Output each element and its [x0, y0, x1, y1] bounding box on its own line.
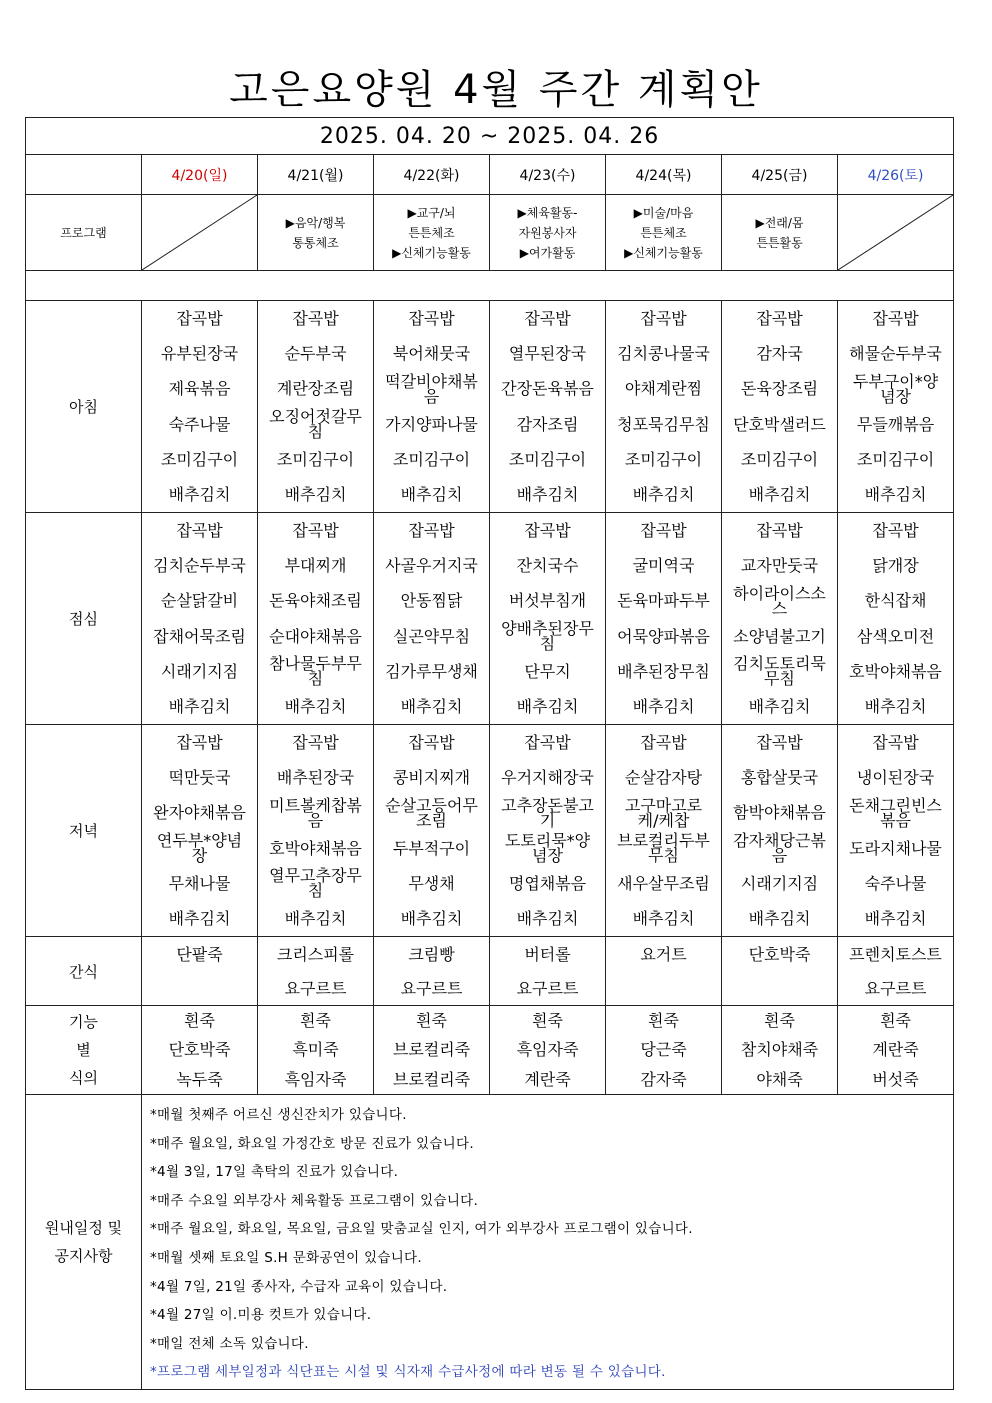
dinner-cell [490, 725, 606, 937]
lunch-cell [490, 513, 606, 725]
menu-item: 북어채뭇국 [392, 344, 471, 364]
menu-item: 배추된장국 [276, 768, 355, 788]
snack-cell [374, 937, 490, 1006]
menu-item: 잡곡밥 [408, 309, 455, 329]
menu-item: 잔치국수 [516, 556, 579, 576]
menu-item: 잡곡밥 [872, 733, 919, 753]
porridge-item: 계란죽 [872, 1040, 919, 1060]
menu-item: 열무된장국 [508, 344, 587, 364]
menu-item: 조미김구이 [856, 449, 935, 469]
menu-item: 잡곡밥 [408, 521, 455, 541]
menu-item: 순살닭갈비 [160, 591, 239, 611]
menu-item: 조미김구이 [624, 449, 703, 469]
dinner-row [26, 725, 954, 937]
porridge-item: 야채죽 [756, 1069, 803, 1089]
date-range: 2025. 04. 20 ~ 2025. 04. 26 [26, 118, 954, 155]
program-cell [606, 195, 722, 271]
menu-item: 배추김치 [400, 696, 463, 716]
menu-item: 시래기지짐 [160, 661, 239, 681]
menu-item: 떡만둣국 [168, 768, 231, 788]
menu-item: 두부적구이 [392, 838, 471, 858]
day-header-row [26, 155, 954, 195]
lunch-cell [374, 513, 490, 725]
menu-item: 하이라이스소스 [733, 583, 826, 618]
menu-item: 조미김구이 [392, 449, 471, 469]
notice-cell [142, 1095, 954, 1390]
menu-item: 순살고등어무조림 [385, 795, 478, 830]
functional-diet-row [26, 1006, 954, 1095]
functional-cell [490, 1006, 606, 1095]
snack-item: 프렌치토스트 [849, 944, 942, 964]
menu-item: 잡곡밥 [524, 309, 571, 329]
menu-item: 배추김치 [168, 908, 231, 928]
menu-item: 배추김치 [864, 484, 927, 504]
snack-item [142, 971, 257, 1005]
menu-item: 두부구이*양념장 [852, 371, 939, 406]
notice-item: *4월 7일, 21일 종사자, 수급자 교육이 있습니다. [150, 1278, 448, 1295]
weekly-plan-table [25, 117, 954, 1390]
menu-item: 배추김치 [632, 484, 695, 504]
program-empty-cell [838, 195, 954, 271]
snack-item: 요구르트 [400, 978, 463, 998]
snack-item: 요구르트 [864, 978, 927, 998]
notice-label-line: 원내일정 및 [44, 1219, 123, 1237]
menu-item: 배추김치 [400, 484, 463, 504]
menu-item: 숙주나물 [864, 873, 927, 893]
program-line: ▶여가활동 [519, 245, 576, 260]
diagonal-slash [142, 195, 257, 270]
breakfast-label: 아침 [26, 301, 142, 513]
notice-item: *매주 월요일, 화요일 가정간호 방문 진료가 있습니다. [150, 1135, 474, 1152]
menu-item: 제육볶음 [168, 379, 231, 399]
program-line: ▶체육활동- [517, 205, 578, 220]
menu-item: 배추김치 [632, 696, 695, 716]
functional-label-line: 별 [76, 1041, 91, 1059]
menu-item: 조미김구이 [508, 449, 587, 469]
menu-item: 호박야채볶음 [269, 838, 362, 858]
program-cell [490, 195, 606, 271]
menu-item: 김치도토리묵무침 [733, 654, 826, 689]
menu-item: 배추김치 [748, 484, 811, 504]
snack-item: 단호박죽 [748, 944, 811, 964]
menu-item: 잡곡밥 [756, 309, 803, 329]
notice-item: *매월 첫째주 어르신 생신잔치가 있습니다. [150, 1107, 407, 1123]
menu-item: 닭개장 [872, 556, 919, 576]
menu-item: 잡곡밥 [640, 521, 687, 541]
menu-item: 콩비지찌개 [392, 768, 471, 788]
notice-item: *4월 3일, 17일 촉탁의 진료가 있습니다. [150, 1164, 399, 1181]
functional-label-line: 식의 [69, 1069, 98, 1087]
corner-cell [26, 155, 142, 195]
functional-cell [374, 1006, 490, 1095]
menu-item: 부대찌개 [284, 556, 347, 576]
menu-item: 고추장돈불고기 [501, 795, 594, 830]
menu-item: 배추김치 [516, 484, 579, 504]
program-line: ▶음악/행복 [285, 215, 346, 230]
dinner-cell [838, 725, 954, 937]
program-line: 자원봉사자 [518, 225, 577, 240]
menu-item: 잡곡밥 [756, 521, 803, 541]
menu-item: 잡곡밥 [524, 521, 571, 541]
lunch-cell [838, 513, 954, 725]
functional-cell [606, 1006, 722, 1095]
menu-item: 고구마고로케/케찹 [624, 795, 703, 830]
menu-item: 한식잡채 [864, 591, 927, 611]
program-line: ▶신체기능활동 [624, 245, 703, 260]
menu-item: 돈육장조림 [740, 379, 819, 399]
program-line: 튼튼체조 [408, 225, 455, 240]
functional-cell [838, 1006, 954, 1095]
menu-item: 브로컬리두부무침 [617, 831, 710, 866]
notice-item: *매월 셋째 토요일 S.H 문화공연이 있습니다. [150, 1249, 422, 1266]
menu-item: 단호박샐러드 [733, 414, 826, 434]
menu-item: 배추김치 [748, 696, 811, 716]
functional-cell [258, 1006, 374, 1095]
breakfast-cell [722, 301, 838, 513]
menu-item: 우거지해장국 [501, 768, 594, 788]
notice-label-line: 공지사항 [54, 1247, 113, 1265]
menu-item: 조미김구이 [160, 449, 239, 469]
menu-item: 배추김치 [864, 908, 927, 928]
dinner-cell [258, 725, 374, 937]
menu-item: 삼색오미전 [856, 626, 935, 646]
day-header-tue: 4/22(화) [374, 155, 490, 195]
porridge-item: 감자죽 [640, 1069, 687, 1089]
porridge-item: 브로컬리죽 [392, 1069, 471, 1089]
menu-item: 배추김치 [516, 696, 579, 716]
menu-item: 잡곡밥 [872, 309, 919, 329]
day-header-sat: 4/26(토) [838, 155, 954, 195]
menu-item: 어묵양파볶음 [617, 626, 710, 646]
notice-label [26, 1095, 142, 1390]
porridge-item: 단호박죽 [168, 1040, 231, 1060]
snack-item: 크림빵 [408, 944, 455, 964]
menu-item: 배추김치 [284, 696, 347, 716]
menu-item: 돈채그린빈스볶음 [849, 795, 942, 830]
menu-item: 버섯부침개 [508, 591, 587, 611]
menu-item: 단무지 [524, 661, 571, 681]
menu-item: 감자국 [756, 344, 803, 364]
menu-item: 돈육마파두부 [617, 591, 710, 611]
menu-item: 실곤약무침 [392, 626, 471, 646]
lunch-cell [142, 513, 258, 725]
functional-cell [722, 1006, 838, 1095]
snack-item [722, 971, 837, 1005]
program-line: 튼튼활동 [756, 235, 803, 250]
program-line: 통통체조 [292, 235, 339, 250]
porridge-item: 버섯죽 [872, 1069, 919, 1089]
spacer-row [26, 271, 954, 301]
menu-item: 열무고추장무침 [269, 866, 362, 901]
menu-item: 잡곡밥 [292, 733, 339, 753]
menu-item: 순살감자탕 [624, 768, 703, 788]
menu-item: 무채나물 [168, 873, 231, 893]
program-empty-cell [142, 195, 258, 271]
snack-item: 버터롤 [524, 944, 571, 964]
dinner-label: 저녁 [26, 725, 142, 937]
porridge-item: 당근죽 [640, 1040, 687, 1060]
snack-cell [258, 937, 374, 1006]
menu-item: 잡곡밥 [292, 521, 339, 541]
functional-label [26, 1006, 142, 1095]
day-header-sun: 4/20(일) [142, 155, 258, 195]
menu-item: 냉이된장국 [856, 768, 935, 788]
menu-item: 잡곡밥 [756, 733, 803, 753]
breakfast-cell [838, 301, 954, 513]
menu-item: 잡곡밥 [176, 521, 223, 541]
menu-item: 배추김치 [284, 908, 347, 928]
porridge-item: 흰죽 [764, 1011, 795, 1031]
porridge-item: 흑임자죽 [516, 1040, 579, 1060]
snack-item: 요구르트 [284, 978, 347, 998]
breakfast-cell [374, 301, 490, 513]
menu-item: 잡곡밥 [640, 733, 687, 753]
breakfast-cell [142, 301, 258, 513]
program-label: 프로그램 [26, 195, 142, 271]
program-row [26, 195, 954, 271]
menu-item: 안동찜닭 [400, 591, 463, 611]
menu-item: 무생채 [408, 873, 455, 893]
lunch-row [26, 513, 954, 725]
lunch-label: 점심 [26, 513, 142, 725]
menu-item: 야채계란찜 [624, 379, 703, 399]
program-line: ▶신체기능활동 [392, 245, 471, 260]
snack-item: 요거트 [640, 944, 687, 964]
page-title: 고은요양원 4월 주간 계획안 [229, 67, 763, 113]
porridge-item: 녹두죽 [176, 1069, 223, 1089]
functional-label-line: 기능 [69, 1013, 98, 1031]
porridge-item: 흰죽 [880, 1011, 911, 1031]
snack-cell [722, 937, 838, 1006]
program-line: ▶미술/마음 [633, 205, 694, 220]
snack-item: 요구르트 [516, 978, 579, 998]
snack-item [606, 971, 721, 1005]
porridge-item: 흑미죽 [292, 1040, 339, 1060]
menu-item: 가지양파나물 [385, 414, 478, 434]
menu-item: 잡곡밥 [292, 309, 339, 329]
menu-item: 연두부*양념장 [156, 831, 243, 866]
menu-item: 조미김구이 [276, 449, 355, 469]
menu-item: 배추된장무침 [617, 661, 710, 681]
breakfast-row [26, 301, 954, 513]
dinner-cell [722, 725, 838, 937]
menu-item: 시래기지짐 [740, 873, 819, 893]
menu-item: 사골우거지국 [385, 556, 478, 576]
menu-item: 해물순두부국 [849, 344, 942, 364]
menu-item: 양배추된장무침 [501, 619, 594, 654]
menu-item: 도토리묵*양념장 [504, 831, 591, 866]
menu-item: 돈육야채조림 [269, 591, 362, 611]
menu-item: 홍합살뭇국 [740, 768, 819, 788]
notice-item: *4월 27일 이.미용 컷트가 있습니다. [150, 1307, 372, 1324]
porridge-item: 참치야채죽 [740, 1040, 819, 1060]
program-cell [722, 195, 838, 271]
lunch-cell [258, 513, 374, 725]
notice-list [142, 1095, 953, 1387]
menu-item: 유부된장국 [160, 344, 239, 364]
menu-item: 미트볼케찹볶음 [269, 795, 362, 830]
program-line: ▶교구/뇌 [407, 205, 456, 220]
menu-item: 배추김치 [400, 908, 463, 928]
lunch-cell [606, 513, 722, 725]
menu-item: 숙주나물 [168, 414, 231, 434]
menu-item: 함박야채볶음 [733, 803, 826, 823]
notice-item: *프로그램 세부일정과 식단표는 시설 및 식자재 수급사정에 따라 변동 될 수 있습니다. [150, 1364, 666, 1381]
snack-item: 크리스피롤 [276, 944, 355, 964]
menu-item: 순두부국 [284, 344, 347, 364]
snack-item: 단팥죽 [176, 944, 223, 964]
porridge-item: 흰죽 [416, 1011, 447, 1031]
menu-item: 김가루무생채 [385, 661, 478, 681]
porridge-item: 계란죽 [524, 1069, 571, 1089]
snack-cell [606, 937, 722, 1006]
snack-row [26, 937, 954, 1006]
porridge-item: 흰죽 [532, 1011, 563, 1031]
menu-item: 잡곡밥 [408, 733, 455, 753]
menu-item: 무들깨볶음 [856, 414, 935, 434]
menu-item: 명엽채볶음 [508, 873, 587, 893]
menu-item: 배추김치 [168, 696, 231, 716]
menu-item: 청포묵김무침 [617, 414, 710, 434]
menu-item: 새우살무조림 [617, 873, 710, 893]
menu-item: 굴미역국 [632, 556, 695, 576]
snack-cell [142, 937, 258, 1006]
menu-item: 배추김치 [632, 908, 695, 928]
porridge-item: 흰죽 [300, 1011, 331, 1031]
snack-label: 간식 [26, 937, 142, 1006]
program-line: ▶전래/몸 [755, 215, 804, 230]
day-header-fri: 4/25(금) [722, 155, 838, 195]
notice-item: *매주 수요일 외부강사 체육활동 프로그램이 있습니다. [150, 1192, 479, 1209]
dinner-cell [374, 725, 490, 937]
menu-item: 잡채어묵조림 [153, 626, 246, 646]
snack-cell [490, 937, 606, 1006]
dinner-cell [606, 725, 722, 937]
day-header-thu: 4/24(목) [606, 155, 722, 195]
porridge-item: 흰죽 [648, 1011, 679, 1031]
porridge-item: 흰죽 [184, 1011, 215, 1031]
menu-item: 조미김구이 [740, 449, 819, 469]
day-header-mon: 4/21(월) [258, 155, 374, 195]
menu-item: 배추김치 [516, 908, 579, 928]
menu-item: 잡곡밥 [524, 733, 571, 753]
menu-item: 잡곡밥 [640, 309, 687, 329]
dinner-cell [142, 725, 258, 937]
breakfast-cell [490, 301, 606, 513]
menu-item: 김치콩나물국 [617, 344, 710, 364]
menu-item: 감자채당근볶음 [733, 831, 826, 866]
menu-item: 참나물두부무침 [269, 654, 362, 689]
snack-cell [838, 937, 954, 1006]
menu-item: 배추김치 [284, 484, 347, 504]
menu-item: 도라지채나물 [849, 838, 942, 858]
menu-item: 잡곡밥 [872, 521, 919, 541]
menu-item: 김치순두부국 [153, 556, 246, 576]
menu-item: 잡곡밥 [176, 309, 223, 329]
menu-item: 계란장조림 [276, 379, 355, 399]
menu-item: 호박야채볶음 [849, 661, 942, 681]
menu-item: 완자야채볶음 [153, 803, 246, 823]
notice-item: *매주 월요일, 화요일, 목요일, 금요일 맞춤교실 인지, 여가 외부강사 프로그램이 있습니다. [150, 1221, 693, 1238]
diagonal-slash [838, 195, 953, 270]
breakfast-cell [606, 301, 722, 513]
program-line: 튼튼체조 [640, 225, 687, 240]
porridge-item: 흑임자죽 [284, 1069, 347, 1089]
menu-item: 배추김치 [748, 908, 811, 928]
menu-item: 소양념불고기 [733, 626, 826, 646]
lunch-cell [722, 513, 838, 725]
breakfast-cell [258, 301, 374, 513]
day-header-wed: 4/23(수) [490, 155, 606, 195]
notice-item: *매일 전체 소독 있습니다. [150, 1335, 309, 1352]
menu-item: 떡갈비야채볶음 [385, 371, 478, 406]
menu-item: 오징어젓갈무침 [269, 407, 362, 442]
functional-cell [142, 1006, 258, 1095]
menu-item: 배추김치 [168, 484, 231, 504]
porridge-item: 브로컬리죽 [392, 1040, 471, 1060]
menu-item: 교자만둣국 [740, 556, 819, 576]
program-cell [374, 195, 490, 271]
menu-item: 간장돈육볶음 [501, 379, 594, 399]
menu-item: 순대야채볶음 [269, 626, 362, 646]
menu-item: 배추김치 [864, 696, 927, 716]
program-cell [258, 195, 374, 271]
menu-item: 감자조림 [516, 414, 579, 434]
menu-item: 잡곡밥 [176, 733, 223, 753]
